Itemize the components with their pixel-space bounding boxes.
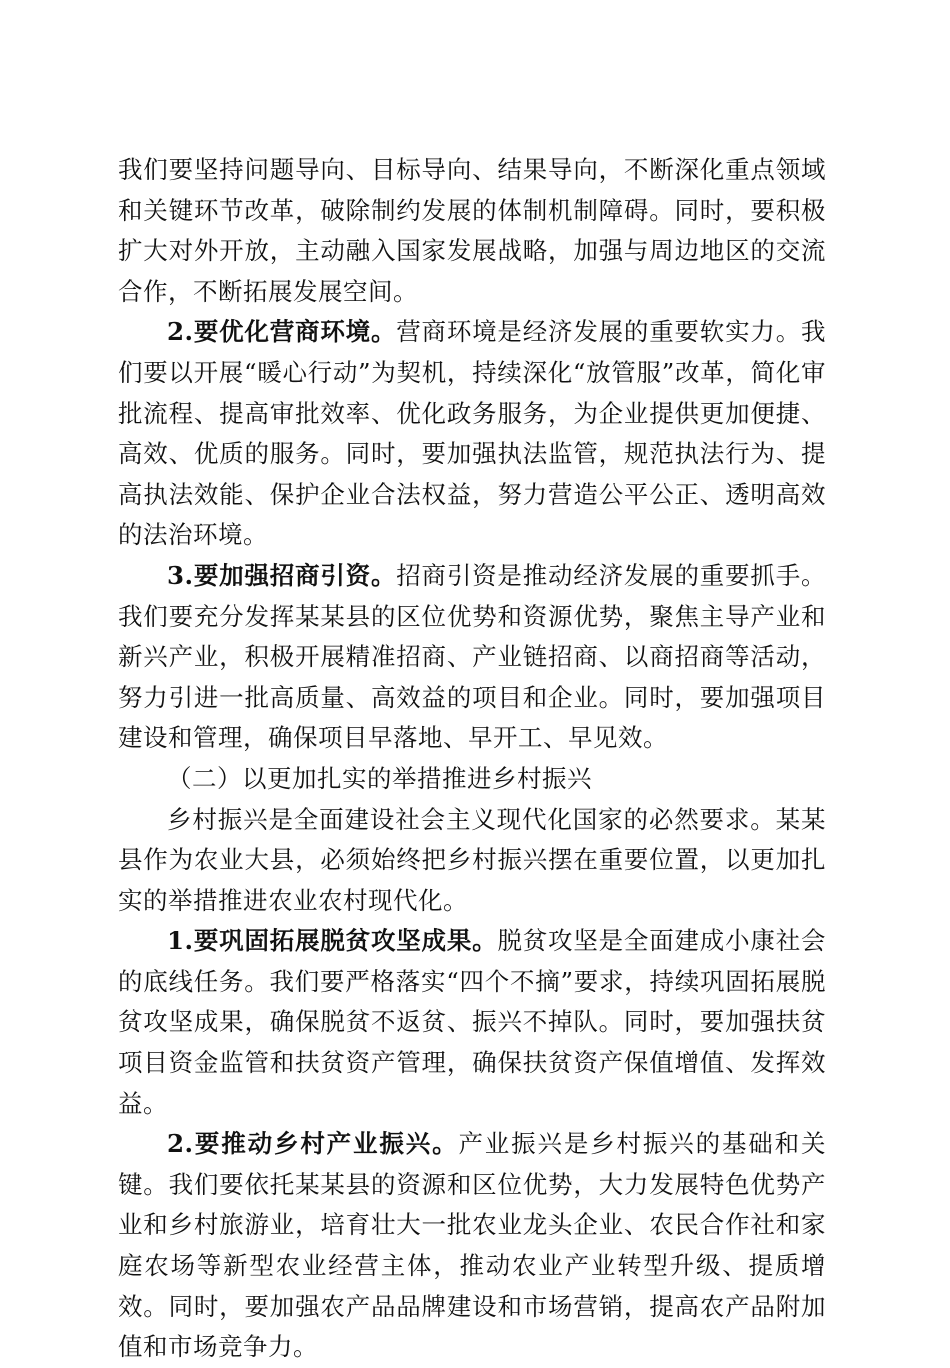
paragraph-rural-industry bbox=[118, 1124, 826, 1368]
paragraph-text: 乡村振兴是全面建设社会主义现代化国家的必然要求。某某县作为农业大县，必须始终把乡村振兴摆在重要位置，以更加扎实的举措推进农业农村现代化。 bbox=[118, 804, 826, 915]
paragraph-lead-heading: 3.要加强招商引资。 bbox=[167, 560, 397, 590]
paragraph-reform-continued bbox=[118, 150, 826, 312]
paragraph-text: 脱贫攻坚是全面建成小康社会的底线任务。我们要严格落实“四个不摘”要求，持续巩固拓展脱贫攻坚成果，确保脱贫不返贫、振兴不掉队。同时，要加强扶贫项目资金监管和扶贫资产管理，确保扶贫资产保值增值、发挥效益。 bbox=[118, 926, 826, 1118]
paragraph-text: 招商引资是推动经济发展的重要抓手。我们要充分发挥某某县的区位优势和资源优势，聚焦主导产业和新兴产业，积极开展精准招商、产业链招商、以商招商等活动，努力引进一批高质量、高效益的项目和企业。同时，要加强项目建设和管理，确保项目早落地、早开工、早见效。 bbox=[118, 560, 826, 753]
paragraph-text: 产业振兴是乡村振兴的基础和关键。我们要依托某某县的资源和区位优势，大力发展特色优势产业和乡村旅游业，培育壮大一批农业龙头企业、农民合作社和家庭农场等新型农业经营主体，推动农业产业转型升级、提质增效。同时，要加强农产品品牌建设和市场营销，提高农产品附加值和市场竞争力。 bbox=[118, 1129, 826, 1362]
document-body bbox=[118, 150, 826, 1368]
paragraph-lead-heading: 1.要巩固拓展脱贫攻坚成果。 bbox=[167, 926, 498, 956]
paragraph-investment-attraction bbox=[118, 556, 826, 759]
paragraph-lead-heading: 2.要推动乡村产业振兴。 bbox=[167, 1129, 459, 1159]
paragraph-business-environment bbox=[118, 312, 826, 556]
paragraph-rural-intro bbox=[118, 800, 826, 922]
paragraph-text: 我们要坚持问题导向、目标导向、结果导向，不断深化重点领域和关键环节改革，破除制约发展的体制机制障碍。同时，要积极扩大对外开放，主动融入国家发展战略，加强与周边地区的交流合作，不断拓展发展空间。 bbox=[118, 155, 826, 306]
paragraph-text: 营商环境是经济发展的重要软实力。我们要以开展“暖心行动”为契机，持续深化“放管服”改革，简化审批流程、提高审批效率、优化政务服务，为企业提供更加便捷、高效、优质的服务。同时，要加强执法监管，规范执法行为、提高执法效能、保护企业合法权益，努力营造公平公正、透明高效的法治环境。 bbox=[118, 317, 826, 550]
section-heading-rural-revitalization: （二）以更加扎实的举措推进乡村振兴 bbox=[167, 763, 592, 793]
paragraph-poverty-alleviation bbox=[118, 921, 826, 1124]
paragraph-lead-heading: 2.要优化营商环境。 bbox=[167, 317, 397, 347]
